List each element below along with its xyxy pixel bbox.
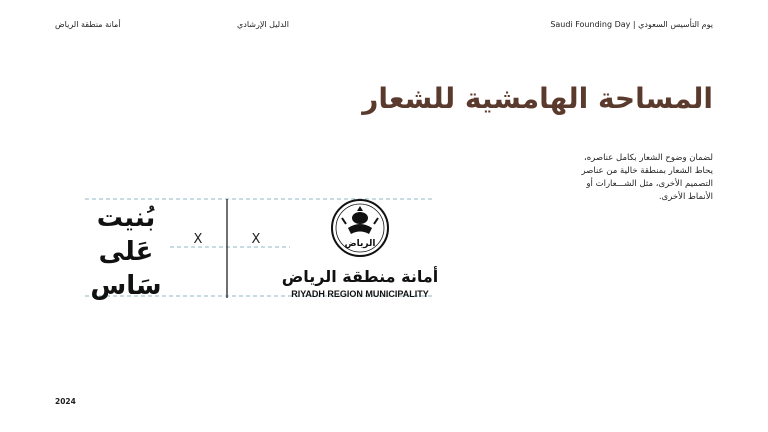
spacing-label-left: X xyxy=(193,232,203,247)
slogan-line-2: عَلى xyxy=(98,237,154,267)
header-founding-day: يوم التأسيس السعودي | Saudi Founding Day xyxy=(550,20,713,29)
body-line: يحاط الشعار بمنطقة خالية من عناصر xyxy=(581,166,713,176)
page-title: المساحة الهامشية للشعار xyxy=(362,82,713,115)
municipality-english-name: RIYADH REGION MUNICIPALITY xyxy=(291,289,429,299)
municipality-arabic-name: أمانة منطقة الرياض xyxy=(281,267,439,286)
body-line: الأنماط الأخرى. xyxy=(658,192,713,202)
body-line: التصميم الأخرى، مثل الشـــعارات أو xyxy=(586,179,713,189)
riyadh-emblem-icon xyxy=(332,200,388,256)
slogan-line-1: بُنيت xyxy=(96,203,156,233)
spacing-label-right: X xyxy=(251,232,261,247)
logo-clearspace-figure xyxy=(80,190,440,305)
body-paragraph xyxy=(578,152,713,204)
footer-year: 2024 xyxy=(55,397,76,406)
emblem-text: الرياض xyxy=(344,239,376,249)
body-line: لضمان وضوح الشعار بكامل عناصره، xyxy=(583,153,713,163)
slogan-line-3: سَاس xyxy=(90,271,162,301)
header-municipality-name: أمانة منطقة الرياض xyxy=(55,20,121,29)
header-guide-title: الدليل الإرشادي xyxy=(237,20,289,29)
